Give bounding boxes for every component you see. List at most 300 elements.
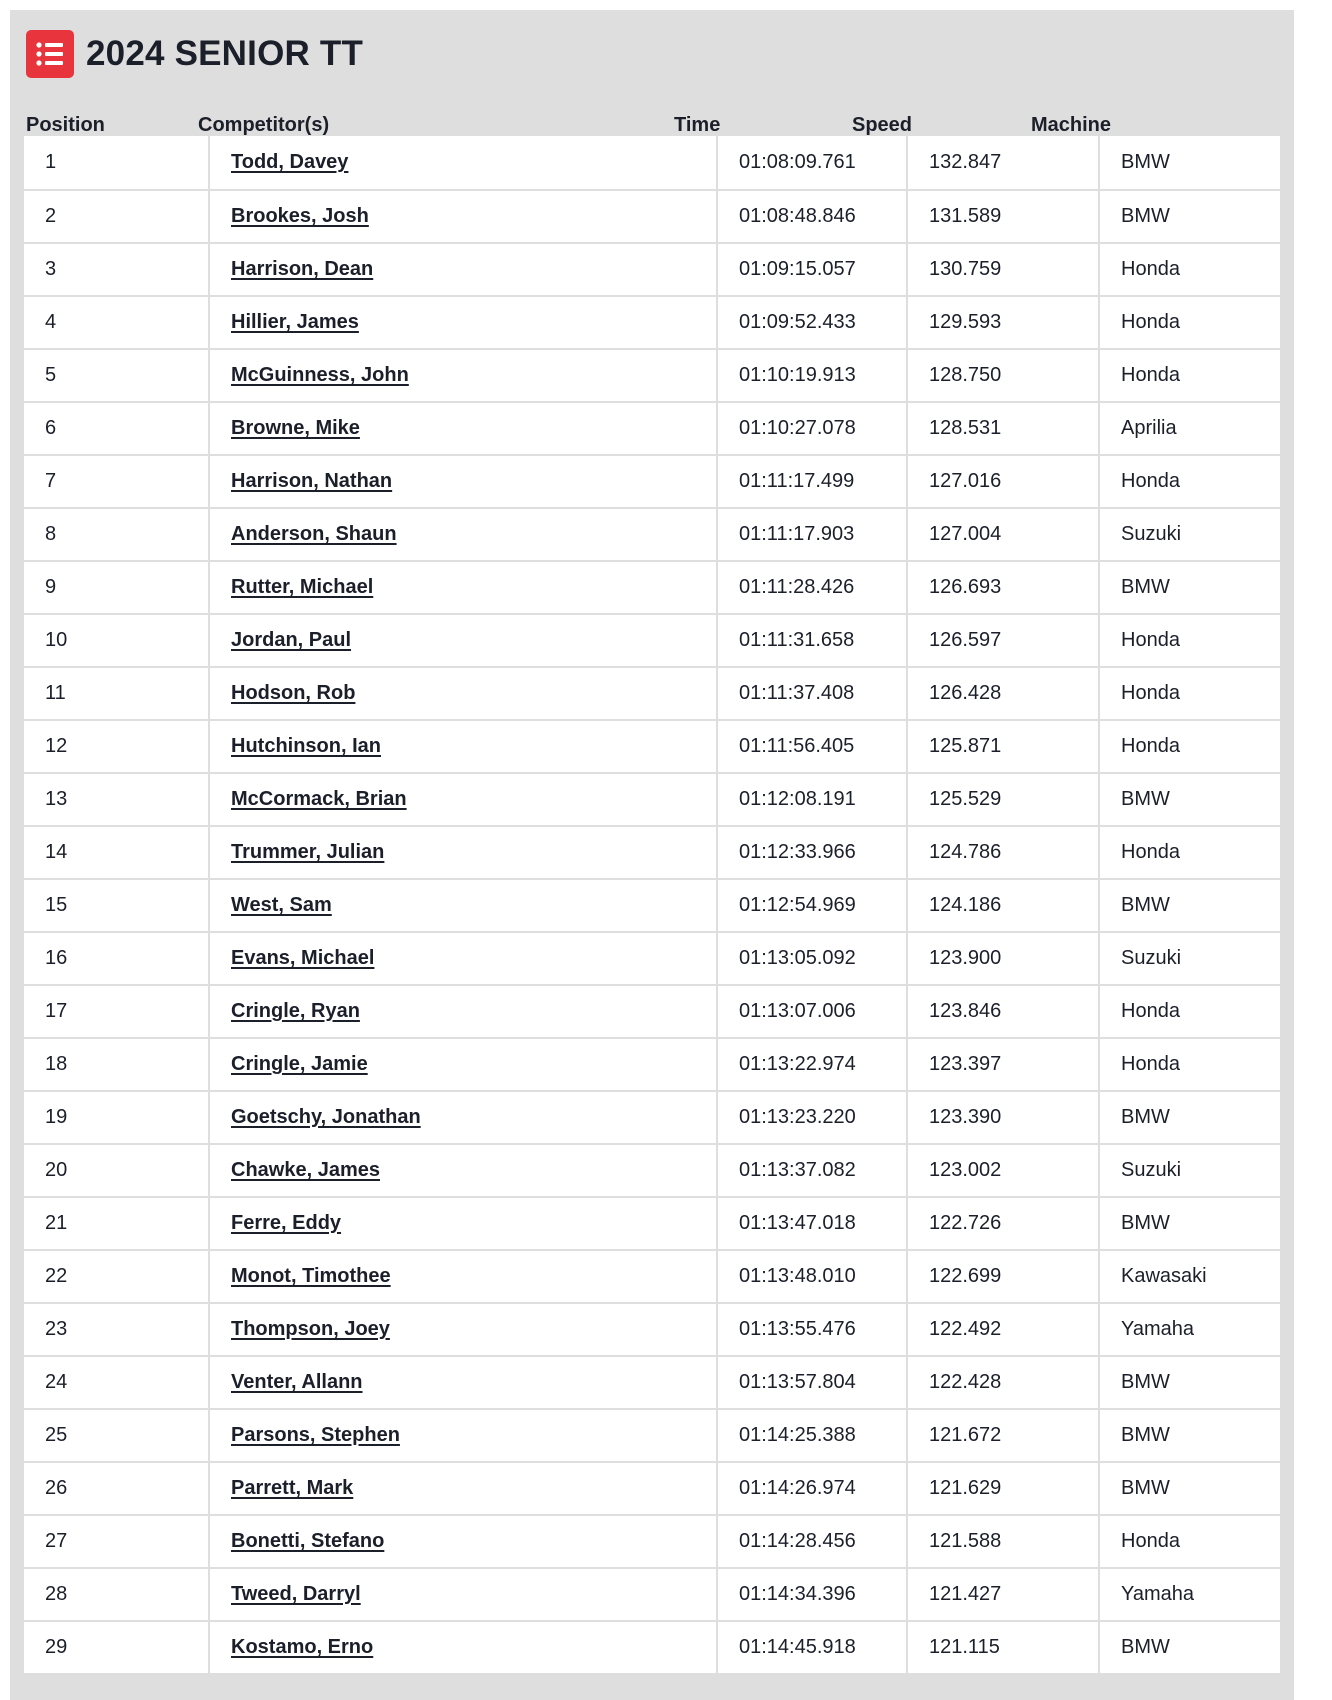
table-row	[24, 454, 1280, 507]
competitor-link[interactable]: Todd, Davey	[231, 151, 349, 173]
machine-cell	[1098, 297, 1280, 348]
time-cell	[716, 509, 904, 560]
machine-cell	[1098, 827, 1280, 878]
competitor-link[interactable]: Evans, Michael	[231, 947, 375, 969]
table-row	[24, 136, 1280, 189]
time-cell	[716, 297, 904, 348]
machine-cell	[1098, 668, 1280, 719]
machine-cell	[1098, 562, 1280, 613]
time-cell	[716, 1357, 904, 1408]
competitor-link[interactable]: Trummer, Julian	[231, 841, 385, 863]
position-value: 5	[45, 364, 57, 386]
time-cell	[716, 1410, 904, 1461]
machine-value: Honda	[1121, 1530, 1180, 1552]
position-value: 7	[45, 470, 57, 492]
time-value: 01:14:28.456	[739, 1530, 856, 1552]
competitor-cell	[208, 933, 714, 984]
time-value: 01:08:09.761	[739, 151, 856, 173]
time-value: 01:11:28.426	[739, 576, 855, 598]
position-cell	[24, 986, 206, 1037]
competitor-cell	[208, 668, 714, 719]
machine-cell	[1098, 244, 1280, 295]
position-cell	[24, 1516, 206, 1567]
competitor-link[interactable]: Anderson, Shaun	[231, 523, 397, 545]
position-value: 11	[45, 682, 66, 704]
speed-value: 129.593	[929, 311, 1002, 333]
speed-cell	[906, 403, 1096, 454]
time-value: 01:13:23.220	[739, 1106, 856, 1128]
competitor-cell	[208, 1304, 714, 1355]
speed-cell	[906, 350, 1096, 401]
speed-cell	[906, 1092, 1096, 1143]
machine-value: BMW	[1121, 1636, 1170, 1658]
competitor-cell	[208, 774, 714, 825]
position-value: 26	[45, 1477, 68, 1499]
competitor-cell	[208, 1092, 714, 1143]
table-row	[24, 1037, 1280, 1090]
position-value: 25	[45, 1424, 68, 1446]
machine-cell	[1098, 774, 1280, 825]
competitor-cell	[208, 1463, 714, 1514]
speed-cell	[906, 1569, 1096, 1620]
speed-cell	[906, 1516, 1096, 1567]
position-cell	[24, 1622, 206, 1673]
machine-value: Honda	[1121, 629, 1180, 651]
time-cell	[716, 827, 904, 878]
table-row	[24, 1355, 1280, 1408]
time-cell	[716, 191, 904, 242]
time-value: 01:12:08.191	[739, 788, 856, 810]
position-value: 28	[45, 1583, 68, 1605]
competitor-cell	[208, 1357, 714, 1408]
machine-cell	[1098, 350, 1280, 401]
competitor-cell	[208, 880, 714, 931]
time-value: 01:11:56.405	[739, 735, 855, 757]
table-row	[24, 1143, 1280, 1196]
position-cell	[24, 721, 206, 772]
speed-value: 128.750	[929, 364, 1002, 386]
position-cell	[24, 615, 206, 666]
table-row	[24, 1514, 1280, 1567]
competitor-link[interactable]: Cringle, Ryan	[231, 1000, 360, 1022]
machine-value: BMW	[1121, 1212, 1170, 1234]
position-cell	[24, 403, 206, 454]
competitor-cell	[208, 1516, 714, 1567]
speed-cell	[906, 244, 1096, 295]
competitor-cell	[208, 1569, 714, 1620]
competitor-cell	[208, 1145, 714, 1196]
competitor-link[interactable]: Parrett, Mark	[231, 1477, 354, 1499]
competitor-cell	[208, 1198, 714, 1249]
position-value: 23	[45, 1318, 68, 1340]
speed-value: 122.428	[929, 1371, 1002, 1393]
machine-value: Honda	[1121, 682, 1180, 704]
position-cell	[24, 1145, 206, 1196]
table-row	[24, 1567, 1280, 1620]
competitor-link[interactable]: West, Sam	[231, 894, 332, 916]
machine-cell	[1098, 615, 1280, 666]
machine-value: BMW	[1121, 788, 1170, 810]
competitor-link[interactable]: McCormack, Brian	[231, 788, 407, 810]
competitor-link[interactable]: Cringle, Jamie	[231, 1053, 368, 1075]
competitor-cell	[208, 1039, 714, 1090]
position-cell	[24, 827, 206, 878]
speed-value: 123.900	[929, 947, 1002, 969]
position-cell	[24, 191, 206, 242]
machine-cell	[1098, 1410, 1280, 1461]
time-value: 01:14:45.918	[739, 1636, 856, 1658]
table-row	[24, 772, 1280, 825]
speed-value: 122.492	[929, 1318, 1002, 1340]
page-header	[26, 30, 363, 78]
competitor-link[interactable]: Monot, Timothee	[231, 1265, 391, 1287]
speed-cell	[906, 986, 1096, 1037]
time-cell	[716, 615, 904, 666]
position-value: 1	[45, 151, 57, 173]
speed-cell	[906, 136, 1096, 189]
position-cell	[24, 562, 206, 613]
machine-value: Honda	[1121, 1000, 1180, 1022]
time-cell	[716, 1039, 904, 1090]
position-value: 27	[45, 1530, 68, 1552]
time-value: 01:11:17.499	[739, 470, 855, 492]
machine-value: Suzuki	[1121, 1159, 1182, 1181]
time-value: 01:10:27.078	[739, 417, 856, 439]
table-row	[24, 242, 1280, 295]
competitor-link[interactable]: Bonetti, Stefano	[231, 1530, 385, 1552]
position-value: 2	[45, 205, 57, 227]
competitor-link[interactable]: Rutter, Michael	[231, 576, 374, 598]
competitor-cell	[208, 403, 714, 454]
speed-cell	[906, 774, 1096, 825]
time-cell	[716, 721, 904, 772]
time-cell	[716, 1251, 904, 1302]
position-value: 10	[45, 629, 68, 651]
speed-value: 126.597	[929, 629, 1002, 651]
speed-cell	[906, 297, 1096, 348]
competitor-link[interactable]: Hillier, James	[231, 311, 359, 333]
position-value: 12	[45, 735, 68, 757]
machine-value: BMW	[1121, 1371, 1170, 1393]
position-value: 3	[45, 258, 57, 280]
time-value: 01:13:55.476	[739, 1318, 856, 1340]
position-value: 17	[45, 1000, 68, 1022]
competitor-link[interactable]: Jordan, Paul	[231, 629, 352, 651]
position-cell	[24, 244, 206, 295]
machine-value: Aprilia	[1121, 417, 1177, 439]
competitor-cell	[208, 350, 714, 401]
machine-cell	[1098, 1145, 1280, 1196]
position-cell	[24, 1463, 206, 1514]
competitor-link[interactable]: Browne, Mike	[231, 417, 360, 439]
position-cell	[24, 1569, 206, 1620]
speed-value: 121.115	[929, 1636, 1000, 1658]
machine-value: Honda	[1121, 841, 1180, 863]
time-value: 01:10:19.913	[739, 364, 856, 386]
competitor-link[interactable]: Thompson, Joey	[231, 1318, 390, 1340]
machine-cell	[1098, 1357, 1280, 1408]
speed-value: 124.786	[929, 841, 1002, 863]
speed-cell	[906, 1304, 1096, 1355]
column-header-speed: Speed	[852, 114, 913, 136]
speed-cell	[906, 1145, 1096, 1196]
table-row	[24, 1461, 1280, 1514]
position-value: 22	[45, 1265, 68, 1287]
position-cell	[24, 297, 206, 348]
time-value: 01:13:57.804	[739, 1371, 856, 1393]
machine-value: Honda	[1121, 311, 1180, 333]
table-row	[24, 1620, 1280, 1673]
table-row	[24, 348, 1280, 401]
machine-value: BMW	[1121, 205, 1170, 227]
machine-value: BMW	[1121, 1424, 1170, 1446]
time-value: 01:13:48.010	[739, 1265, 856, 1287]
machine-value: Honda	[1121, 735, 1180, 757]
position-cell	[24, 933, 206, 984]
speed-cell	[906, 1039, 1096, 1090]
machine-value: Suzuki	[1121, 523, 1182, 545]
competitor-link[interactable]: Brookes, Josh	[231, 205, 369, 227]
time-cell	[716, 244, 904, 295]
competitor-link[interactable]: Goetschy, Jonathan	[231, 1106, 421, 1128]
machine-value: Yamaha	[1121, 1318, 1195, 1340]
competitor-cell	[208, 136, 714, 189]
results-table	[24, 136, 1280, 1673]
speed-value: 126.693	[929, 576, 1002, 598]
table-row	[24, 719, 1280, 772]
competitor-cell	[208, 191, 714, 242]
speed-cell	[906, 880, 1096, 931]
time-cell	[716, 986, 904, 1037]
machine-value: BMW	[1121, 576, 1170, 598]
speed-value: 127.004	[929, 523, 1002, 545]
speed-value: 121.629	[929, 1477, 1002, 1499]
table-row	[24, 878, 1280, 931]
time-cell	[716, 1304, 904, 1355]
position-value: 19	[45, 1106, 68, 1128]
speed-cell	[906, 721, 1096, 772]
competitor-link[interactable]: Harrison, Nathan	[231, 470, 393, 492]
competitor-cell	[208, 827, 714, 878]
speed-cell	[906, 191, 1096, 242]
table-row	[24, 666, 1280, 719]
time-cell	[716, 350, 904, 401]
speed-cell	[906, 456, 1096, 507]
table-row	[24, 931, 1280, 984]
competitor-link[interactable]: Chawke, James	[231, 1159, 380, 1181]
competitor-link[interactable]: Hodson, Rob	[231, 682, 356, 704]
time-value: 01:13:22.974	[739, 1053, 856, 1075]
page-title: 2024 SENIOR TT	[86, 34, 364, 73]
position-value: 4	[45, 311, 57, 333]
time-value: 01:11:31.658	[739, 629, 855, 651]
time-value: 01:12:54.969	[739, 894, 856, 916]
position-cell	[24, 509, 206, 560]
position-value: 13	[45, 788, 68, 810]
speed-value: 132.847	[929, 151, 1002, 173]
table-row	[24, 560, 1280, 613]
position-cell	[24, 1251, 206, 1302]
time-value: 01:13:05.092	[739, 947, 856, 969]
competitor-cell	[208, 509, 714, 560]
machine-value: Honda	[1121, 258, 1180, 280]
time-value: 01:14:34.396	[739, 1583, 856, 1605]
time-cell	[716, 668, 904, 719]
position-value: 16	[45, 947, 68, 969]
machine-cell	[1098, 986, 1280, 1037]
position-value: 29	[45, 1636, 68, 1658]
machine-cell	[1098, 191, 1280, 242]
speed-value: 128.531	[929, 417, 1002, 439]
position-cell	[24, 1304, 206, 1355]
machine-cell	[1098, 721, 1280, 772]
speed-value: 121.588	[929, 1530, 1002, 1552]
column-header-machine: Machine	[1031, 114, 1112, 136]
time-cell	[716, 1198, 904, 1249]
position-cell	[24, 136, 206, 189]
time-value: 01:14:26.974	[739, 1477, 856, 1499]
speed-value: 124.186	[929, 894, 1002, 916]
speed-cell	[906, 1463, 1096, 1514]
machine-cell	[1098, 403, 1280, 454]
position-cell	[24, 456, 206, 507]
machine-cell	[1098, 1092, 1280, 1143]
table-row	[24, 1302, 1280, 1355]
competitor-cell	[208, 721, 714, 772]
competitor-link[interactable]: McGuinness, John	[231, 364, 409, 386]
machine-cell	[1098, 880, 1280, 931]
machine-value: Yamaha	[1121, 1583, 1195, 1605]
table-header	[26, 102, 1280, 140]
column-header-time: Time	[674, 114, 721, 136]
machine-cell	[1098, 1516, 1280, 1567]
time-cell	[716, 1516, 904, 1567]
speed-value: 130.759	[929, 258, 1002, 280]
machine-value: Suzuki	[1121, 947, 1182, 969]
table-row	[24, 613, 1280, 666]
time-cell	[716, 1569, 904, 1620]
speed-cell	[906, 615, 1096, 666]
competitor-cell	[208, 244, 714, 295]
speed-value: 126.428	[929, 682, 1002, 704]
time-value: 01:14:25.388	[739, 1424, 856, 1446]
position-cell	[24, 1092, 206, 1143]
time-value: 01:09:52.433	[739, 311, 856, 333]
competitor-link[interactable]: Venter, Allann	[231, 1371, 363, 1393]
machine-cell	[1098, 1622, 1280, 1673]
speed-cell	[906, 1357, 1096, 1408]
position-cell	[24, 1357, 206, 1408]
time-cell	[716, 933, 904, 984]
competitor-cell	[208, 456, 714, 507]
competitor-link[interactable]: Tweed, Darryl	[231, 1583, 361, 1605]
time-cell	[716, 403, 904, 454]
time-cell	[716, 1145, 904, 1196]
machine-value: Honda	[1121, 470, 1180, 492]
speed-value: 122.699	[929, 1265, 1002, 1287]
competitor-link[interactable]: Parsons, Stephen	[231, 1424, 400, 1446]
machine-value: Honda	[1121, 364, 1180, 386]
position-cell	[24, 774, 206, 825]
time-value: 01:11:17.903	[739, 523, 855, 545]
position-value: 8	[45, 523, 57, 545]
competitor-cell	[208, 297, 714, 348]
machine-cell	[1098, 1251, 1280, 1302]
position-cell	[24, 668, 206, 719]
time-cell	[716, 562, 904, 613]
machine-value: Kawasaki	[1121, 1265, 1207, 1287]
speed-cell	[906, 562, 1096, 613]
position-cell	[24, 1198, 206, 1249]
position-cell	[24, 350, 206, 401]
machine-cell	[1098, 1569, 1280, 1620]
machine-cell	[1098, 1039, 1280, 1090]
speed-value: 123.397	[929, 1053, 1002, 1075]
time-cell	[716, 456, 904, 507]
position-value: 24	[45, 1371, 68, 1393]
speed-value: 122.726	[929, 1212, 1002, 1234]
position-value: 9	[45, 576, 57, 598]
position-value: 20	[45, 1159, 68, 1181]
time-cell	[716, 1622, 904, 1673]
speed-value: 125.529	[929, 788, 1002, 810]
machine-cell	[1098, 1463, 1280, 1514]
competitor-link[interactable]: Kostamo, Erno	[231, 1636, 374, 1658]
time-value: 01:08:48.846	[739, 205, 856, 227]
machine-cell	[1098, 509, 1280, 560]
time-cell	[716, 880, 904, 931]
speed-cell	[906, 1251, 1096, 1302]
position-value: 15	[45, 894, 68, 916]
table-row	[24, 825, 1280, 878]
competitor-link[interactable]: Ferre, Eddy	[231, 1212, 342, 1234]
time-cell	[716, 136, 904, 189]
speed-value: 123.390	[929, 1106, 1002, 1128]
machine-cell	[1098, 456, 1280, 507]
machine-cell	[1098, 1304, 1280, 1355]
machine-value: BMW	[1121, 1477, 1170, 1499]
table-row	[24, 1090, 1280, 1143]
competitor-cell	[208, 1410, 714, 1461]
competitor-link[interactable]: Hutchinson, Ian	[231, 735, 381, 757]
position-cell	[24, 880, 206, 931]
table-row	[24, 401, 1280, 454]
table-row	[24, 189, 1280, 242]
speed-cell	[906, 933, 1096, 984]
table-row	[24, 295, 1280, 348]
machine-value: BMW	[1121, 1106, 1170, 1128]
speed-value: 131.589	[929, 205, 1002, 227]
competitor-cell	[208, 562, 714, 613]
speed-value: 123.846	[929, 1000, 1002, 1022]
speed-value: 125.871	[929, 735, 1002, 757]
time-value: 01:12:33.966	[739, 841, 856, 863]
position-value: 21	[45, 1212, 68, 1234]
position-value: 18	[45, 1053, 68, 1075]
position-cell	[24, 1039, 206, 1090]
competitor-cell	[208, 986, 714, 1037]
results-panel	[10, 10, 1294, 1700]
table-row	[24, 507, 1280, 560]
competitor-link[interactable]: Harrison, Dean	[231, 258, 374, 280]
machine-cell	[1098, 136, 1280, 189]
competitor-cell	[208, 615, 714, 666]
speed-cell	[906, 827, 1096, 878]
speed-cell	[906, 1198, 1096, 1249]
table-row	[24, 1249, 1280, 1302]
speed-cell	[906, 1410, 1096, 1461]
list-icon	[26, 30, 74, 78]
